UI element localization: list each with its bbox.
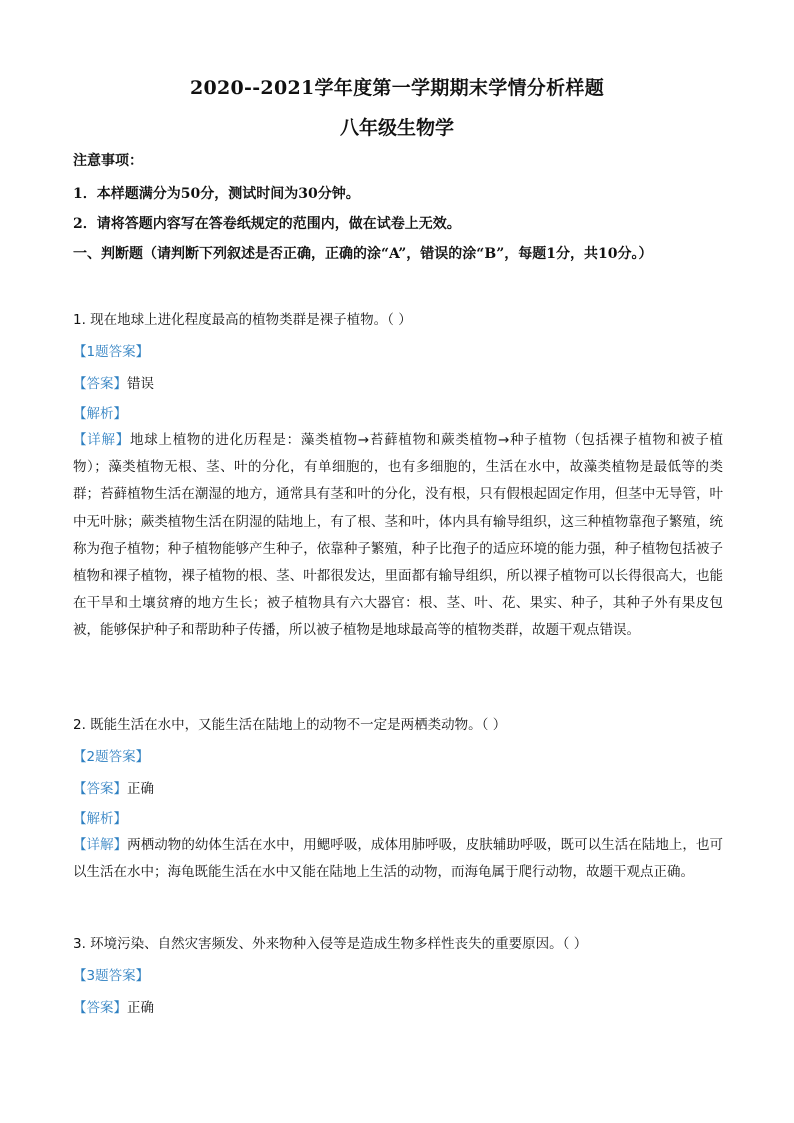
- answer-value: 错误: [127, 376, 154, 392]
- question-1-text: 1. 现在地球上进化程度最高的植物类群是裸子植物。（ ）: [73, 312, 412, 328]
- answer-value: 正确: [127, 1000, 154, 1016]
- question-1-analysis-tag: 【解析】: [73, 406, 127, 422]
- question-2-answer-tag: 【2题答案】: [73, 749, 150, 765]
- question-2-text: 2. 既能生活在水中，又能生活在陆地上的动物不一定是两栖类动物。（ ）: [73, 717, 507, 733]
- detail-label: 【详解】: [73, 432, 130, 448]
- answer-label: 【答案】: [73, 1000, 127, 1016]
- question-1-detail: [73, 427, 723, 645]
- answer-label: 【答案】: [73, 781, 127, 797]
- question-2-detail: [73, 832, 723, 886]
- section-heading: 一、判断题（请判断下列叙述是否正确，正确的涂“A”，错误的涂“B”，每题1分，共10分。）: [73, 246, 653, 262]
- notes-item-2: 2．请将答题内容写在答卷纸规定的范围内，做在试卷上无效。: [73, 216, 461, 232]
- answer-label: 【答案】: [73, 376, 127, 392]
- page-title: 2020--2021学年度第一学期期末学情分析样题: [189, 77, 605, 99]
- detail-text: 地球上植物的进化历程是：藻类植物→苔藓植物和蕨类植物→种子植物（包括裸子植物和被子植物）；藻类植物无根、茎、叶的分化，有单细胞的，也有多细胞的，生活在水中，故藻类植物是最低等的类群；苔藓植物生活在潮湿的地方，通常具有茎和叶的分化，没有根，只有假根起固定作用，但茎中无导管，叶中无叶脉；蕨类植物生活在阴湿的陆地上，有了根、茎和叶，体内具有输导组织，这三种植物靠孢子繁殖，统称为孢子植物；种子植物能够产生种子，依靠种子繁殖，种子比孢子的适应环境的能力强，种子植物包括被子植物和裸子植物，裸子植物的根、茎、叶都很发达，里面都有输导组织，所以裸子植物可以长得很高大，也能在干旱和土壤贫瘠的地方生长；被子植物具有六大器官：根、茎、叶、花、果实、种子，其种子外有果皮包被，能够保护种子和帮助种子传播，所以被子植物是地球最高等的植物类群，故题干观点错误。: [73, 432, 723, 639]
- question-1-answer: [73, 372, 154, 392]
- question-1-answer-tag: 【1题答案】: [73, 344, 150, 360]
- detail-text: 两栖动物的幼体生活在水中，用鳃呼吸，成体用肺呼吸，皮肤辅助呼吸，既可以生活在陆地上，也可以生活在水中；海龟既能生活在水中又能在陆地上生活的动物，而海龟属于爬行动物，故题干观点正确。: [73, 837, 724, 881]
- question-3-answer: [73, 996, 154, 1016]
- page-subtitle: 八年级生物学: [339, 117, 454, 139]
- notes-heading: 注意事项：: [73, 153, 143, 169]
- question-3-text: 3. 环境污染、自然灾害频发、外来物种入侵等是造成生物多样性丧失的重要原因。（ ）: [73, 936, 588, 952]
- notes-item-1: 1．本样题满分为50分，测试时间为30分钟。: [73, 186, 360, 202]
- question-3-answer-tag: 【3题答案】: [73, 968, 150, 984]
- detail-label: 【详解】: [73, 837, 128, 853]
- question-2-analysis-tag: 【解析】: [73, 811, 127, 827]
- question-2-answer: [73, 777, 154, 797]
- answer-value: 正确: [127, 781, 154, 797]
